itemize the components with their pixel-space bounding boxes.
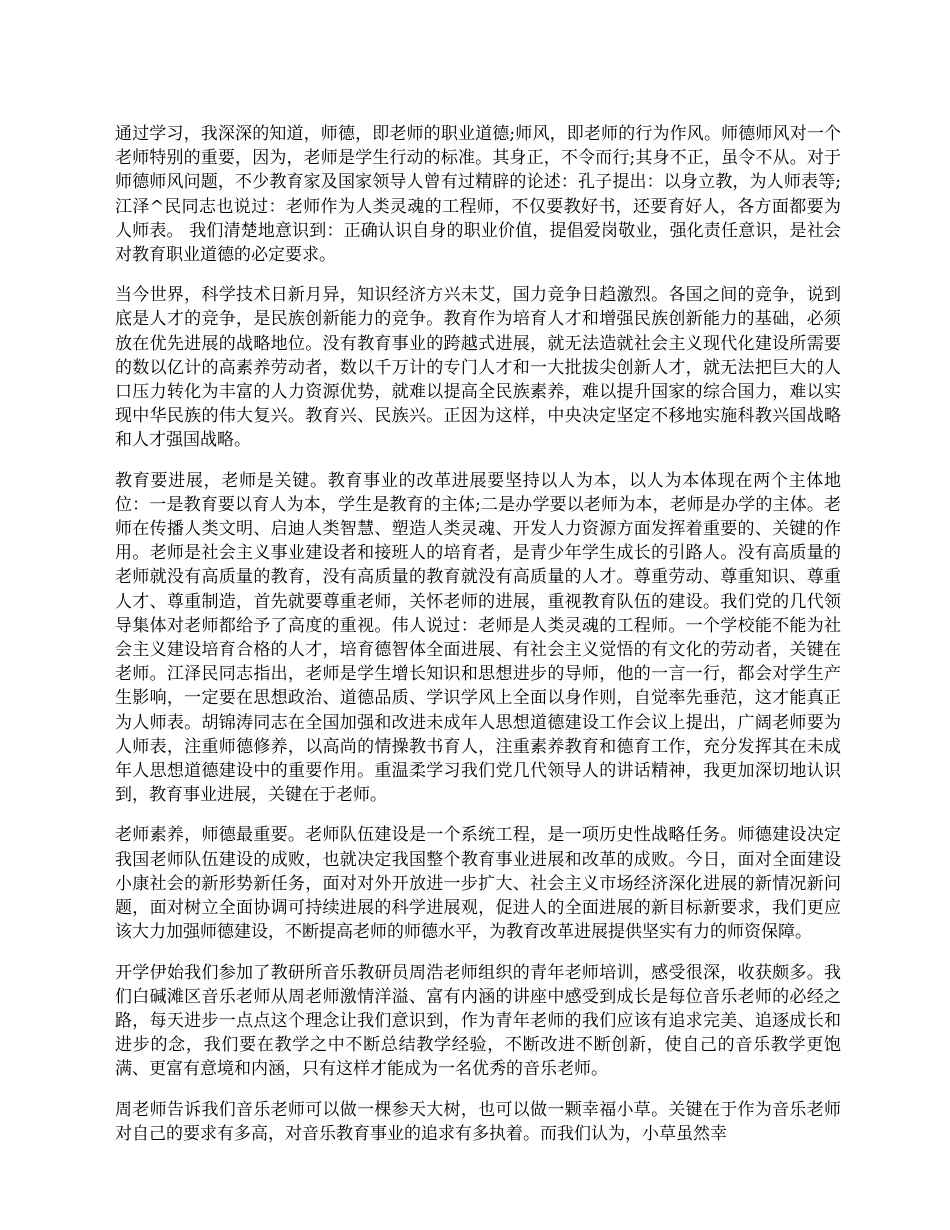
paragraph-1: 通过学习，我深深的知道，师德，即老师的职业道德;师风，即老师的行为作风。师德师风对一个老师特别的重要，因为，老师是学生行动的标准。其身正，不令而行;其身不正，虽令不从。对于师德师风问题，不少教育家及国家领导人曾有过精辟的论述：孔子提出：以身立教，为人师表等;江泽^民同志也说过：老师作为人类灵魂的工程师，不仅要教好书，还要育好人，各方面都要为人师表。 我们清楚地意识到：正确认识自身的职业价值，提倡爱岗敬业，强化责任意识，是社会对教育职业道德的必定要求。 [115,124,841,266]
document-body [115,122,841,1162]
paragraph-6: 周老师告诉我们音乐老师可以做一棵参天大树，也可以做一颗幸福小草。关键在于作为音乐老师对自己的要求有多高，对音乐教育事业的追求有多执着。而我们认为，小草虽然幸 [115,1099,841,1144]
paragraph-2: 当今世界，科学技术日新月异，知识经济方兴未艾，国力竞争日趋激烈。各国之间的竞争，说到底是人才的竞争，是民族创新能力的竞争。教育作为培育人才和增强民族创新能力的基础，必须放在优先进展的战略地位。没有教育事业的跨越式进展，就无法造就社会主义现代化建设所需要的数以亿计的高素养劳动者，数以千万计的专门人才和一大批拔尖创新人才，就无法把巨大的人口压力转化为丰富的人力资源优势，就难以提高全民族素养，难以提升国家的综合国力，难以实现中华民族的伟大复兴。教育兴、民族兴。正因为这样，中央决定坚定不移地实施科教兴国战略和人才强国战略。 [115,285,841,451]
paragraph-3: 教育要进展，老师是关键。教育事业的改革进展要坚持以人为本，以人为本体现在两个主体地位：一是教育要以育人为本，学生是教育的主体;二是办学要以老师为本，老师是办学的主体。老师在传播人类文明、启迪人类智慧、塑造人类灵魂、开发人力资源方面发挥着重要的、关键的作用。老师是社会主义事业建设者和接班人的培育者，是青少年学生成长的引路人。没有高质量的老师就没有高质量的教育，没有高质量的教育就没有高质量的人才。尊重劳动、尊重知识、尊重人才、尊重制造，首先就要尊重老师，关怀老师的进展，重视教育队伍的建设。我们党的几代领导集体对老师都给予了高度的重视。伟人说过：老师是人类灵魂的工程师。一个学校能不能为社会主义建设培育合格的人才，培育德智体全面进展、有社会主义觉悟的有文化的劳动者，关键在老师。江泽民同志指出，老师是学生增长知识和思想进步的导师，他的一言一行，都会对学生产生影响，一定要在思想政治、道德品质、学识学风上全面以身作则，自觉率先垂范，这才能真正为人师表。胡锦涛同志在全国加强和改进未成年人思想道德建设工作会议上提出，广阔老师要为人师表，注重师德修养，以高尚的情操教书育人，注重素养教育和德育工作，充分发挥其在未成年人思想道德建设中的重要作用。重温柔学习我们党几代领导人的讲话精神，我更加深切地认识到，教育事业进展，关键在于老师。 [115,470,841,806]
paragraph-4: 老师素养，师德最重要。老师队伍建设是一个系统工程，是一项历史性战略任务。师德建设决定我国老师队伍建设的成败，也就决定我国整个教育事业进展和改革的成败。今日，面对全面建设小康社会的新形势新任务，面对对外开放进一步扩大、社会主义市场经济深化进展的新情况新问题，面对树立全面协调可持续进展的科学进展观，促进人的全面进展的新目标新要求，我们更应该大力加强师德建设，不断提高老师的师德水平，为教育改革进展提供坚实有力的师资保障。 [115,825,841,943]
paragraph-5: 开学伊始我们参加了教研所音乐教研员周浩老师组织的青年老师培训，感受很深，收获颇多。我们白碱滩区音乐老师从周老师激情洋溢、富有内涵的讲座中感受到成长是每位音乐老师的必经之路，每天进步一点点这个理念让我们意识到，作为青年老师的我们应该有追求完美、追逐成长和进步的念，我们要在教学之中不断总结教学经验，不断改进不断创新，使自己的音乐教学更饱满、更富有意境和内涵，只有这样才能成为一名优秀的音乐老师。 [115,962,841,1080]
